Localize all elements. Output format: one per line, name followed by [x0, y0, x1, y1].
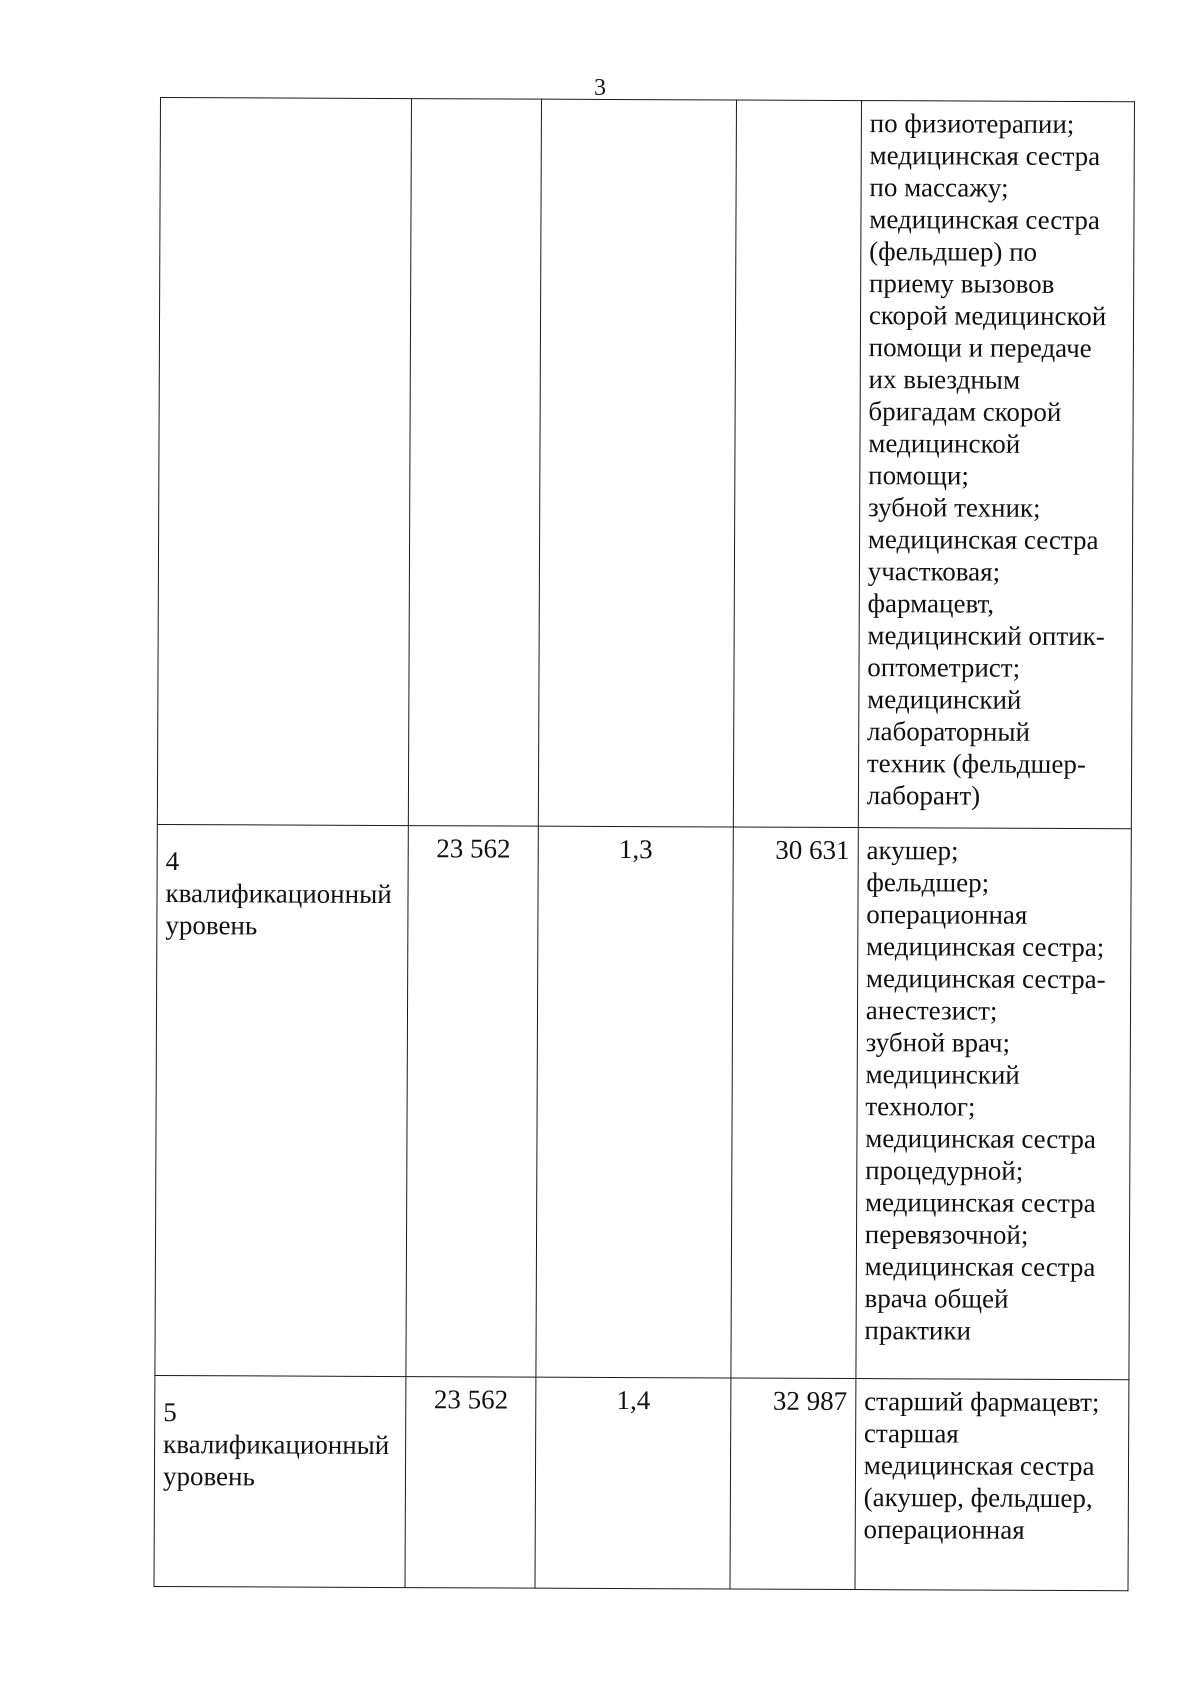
- position-line: медицинской: [868, 428, 1021, 459]
- position-line: бригадам скорой: [868, 396, 1062, 427]
- position-line: по физиотерапии;: [869, 108, 1075, 139]
- position-line: оптометрист;: [867, 652, 1021, 683]
- salary-cell: 32 987: [730, 1378, 856, 1590]
- position-line: лаборант): [866, 780, 981, 811]
- level-label: уровень: [162, 1461, 255, 1492]
- positions-cell: [858, 101, 1134, 829]
- position-line: операционная: [866, 899, 1028, 930]
- qualification-level-cell: [155, 824, 409, 1376]
- salary-table: [153, 97, 1134, 1591]
- position-line: фармацевт,: [867, 588, 995, 619]
- position-line: медицинская сестра: [863, 1450, 1095, 1482]
- level-number: 4: [165, 846, 180, 877]
- position-line: анестезист;: [865, 995, 998, 1026]
- position-line: врача общей: [864, 1283, 1009, 1314]
- position-line: медицинская сестра;: [866, 931, 1105, 963]
- position-line: по массажу;: [869, 172, 1009, 203]
- position-line: (акушер, фельдшер,: [863, 1482, 1093, 1514]
- base-salary-cell: 23 562: [406, 826, 539, 1378]
- position-line: медицинская сестра: [869, 140, 1101, 172]
- position-line: технолог;: [865, 1091, 976, 1122]
- position-line: медицинская сестра: [864, 1187, 1096, 1219]
- position-line: помощи;: [868, 460, 969, 491]
- position-line: лабораторный: [866, 716, 1031, 747]
- level-number: 5: [163, 1397, 177, 1428]
- position-line: участковая;: [867, 556, 1001, 587]
- salary-cell: [733, 100, 861, 828]
- position-line: медицинская сестра: [864, 1251, 1096, 1283]
- position-line: практики: [864, 1315, 972, 1346]
- position-line: фельдшер;: [866, 867, 990, 898]
- position-line: старший фармацевт;: [864, 1386, 1100, 1418]
- position-line: акушер;: [866, 835, 959, 866]
- page-number: 3: [594, 75, 606, 101]
- level-label: квалификационный: [165, 878, 392, 910]
- positions-cell: [856, 828, 1132, 1380]
- position-line: медицинский: [867, 684, 1022, 715]
- position-line: медицинская сестра: [869, 204, 1101, 236]
- positions-cell: [855, 1379, 1129, 1591]
- position-line: медицинский: [865, 1059, 1020, 1090]
- position-line: медицинская сестра-: [865, 963, 1106, 995]
- table-row: [157, 98, 1134, 829]
- coefficient-cell: [539, 99, 737, 827]
- table-row: [154, 1375, 1129, 1590]
- position-line: перевязочной;: [864, 1219, 1029, 1250]
- position-line: зубной врач;: [865, 1027, 1011, 1058]
- position-line: медицинская сестра: [867, 524, 1099, 556]
- salary-cell: 30 631: [731, 827, 858, 1379]
- position-line: зубной техник;: [867, 492, 1041, 523]
- position-line: скорой медицинской: [868, 300, 1107, 332]
- position-line: процедурной;: [865, 1155, 1024, 1186]
- base-salary-cell: 23 562: [405, 1377, 536, 1589]
- level-label: уровень: [165, 910, 258, 941]
- position-line: их выездным: [868, 364, 1021, 395]
- qualification-level-cell: [154, 1375, 406, 1587]
- position-line: старшая: [863, 1418, 959, 1449]
- position-line: медицинская сестра: [865, 1123, 1096, 1155]
- position-line: (фельдшер) по: [869, 236, 1038, 267]
- qualification-level-cell: [157, 98, 411, 826]
- position-line: медицинский оптик-: [867, 620, 1105, 652]
- base-salary-cell: [408, 99, 541, 827]
- position-line: приему вызовов: [868, 268, 1055, 299]
- position-line: техник (фельдшер-: [866, 748, 1086, 780]
- coefficient-cell: 1,4: [535, 1377, 730, 1589]
- table-row: [155, 824, 1131, 1379]
- coefficient-cell: 1,3: [536, 826, 733, 1378]
- level-label: квалификационный: [163, 1429, 390, 1461]
- position-line: операционная: [863, 1514, 1025, 1545]
- position-line: помощи и передаче: [868, 332, 1092, 364]
